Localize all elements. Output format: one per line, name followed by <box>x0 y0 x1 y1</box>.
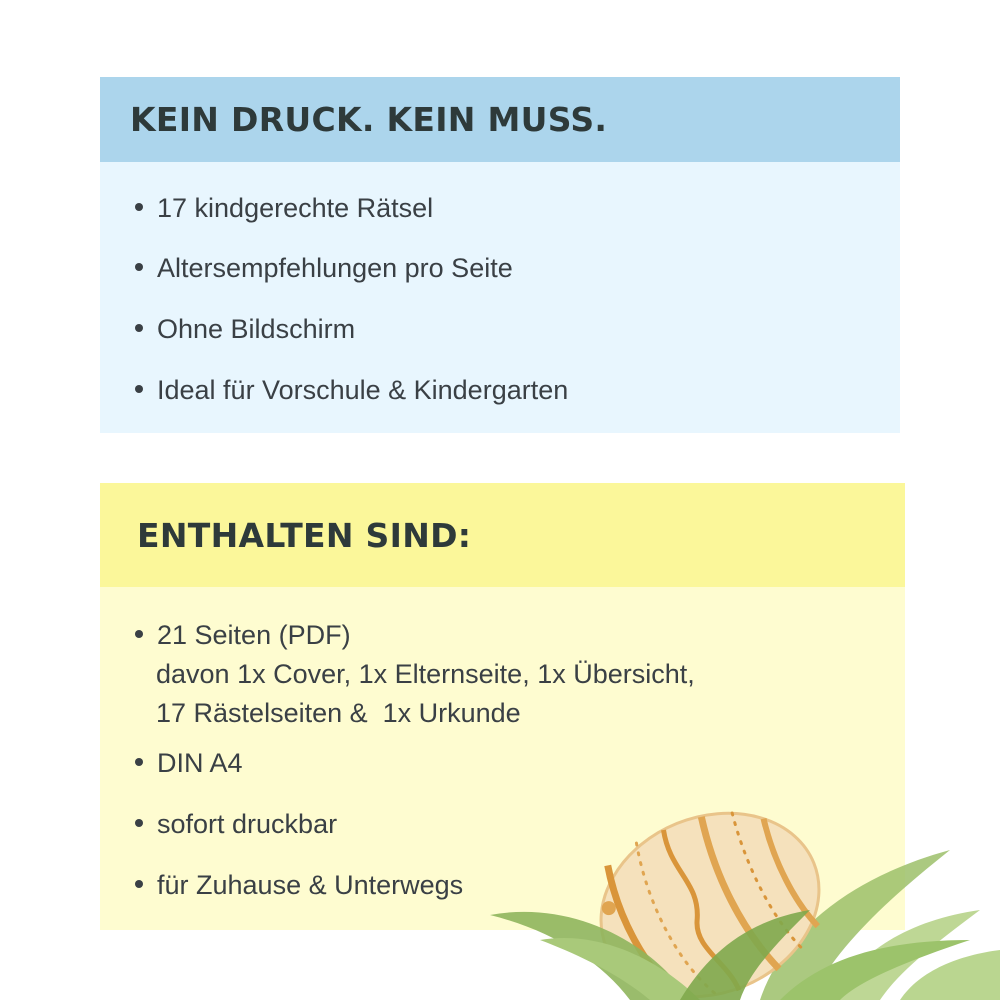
list-item-label: Altersempfehlungen pro Seite <box>157 253 513 283</box>
bullet-icon <box>135 819 143 827</box>
panel-2-title: ENTHALTEN SIND: <box>137 515 472 555</box>
list-item-label: 17 kindgerechte Rätsel <box>157 193 434 223</box>
list-item <box>135 371 568 410</box>
bullet-icon <box>135 385 143 393</box>
list-item <box>135 866 463 905</box>
bullet-icon <box>135 630 143 638</box>
list-item-label: Ideal für Vorschule & Kindergarten <box>157 375 569 405</box>
panel-2-header <box>100 483 905 587</box>
list-item <box>135 310 355 349</box>
bullet-icon <box>135 324 143 332</box>
list-item-detail: 17 Rästelseiten & 1x Urkunde <box>156 698 521 728</box>
list-item <box>135 249 513 288</box>
panel-1-title: KEIN DRUCK. KEIN MUSS. <box>130 100 608 139</box>
list-item <box>135 189 433 228</box>
bullet-icon <box>135 758 143 766</box>
panel-1-body <box>100 162 900 433</box>
list-item-label: sofort druckbar <box>157 809 338 839</box>
list-item <box>135 744 243 783</box>
easter-egg-icon <box>480 790 1000 1000</box>
list-item-label: DIN A4 <box>157 748 243 778</box>
list-item-label: Ohne Bildschirm <box>157 314 356 344</box>
bullet-icon <box>135 263 143 271</box>
bullet-icon <box>135 203 143 211</box>
list-item-label: 21 Seiten (PDF) <box>157 620 351 650</box>
bullet-icon <box>135 880 143 888</box>
list-item <box>135 616 351 655</box>
list-item-label: für Zuhause & Unterwegs <box>157 870 464 900</box>
list-item <box>135 805 337 844</box>
panel-1-header <box>100 77 900 162</box>
list-item-detail: davon 1x Cover, 1x Elternseite, 1x Übersicht, <box>156 659 695 689</box>
